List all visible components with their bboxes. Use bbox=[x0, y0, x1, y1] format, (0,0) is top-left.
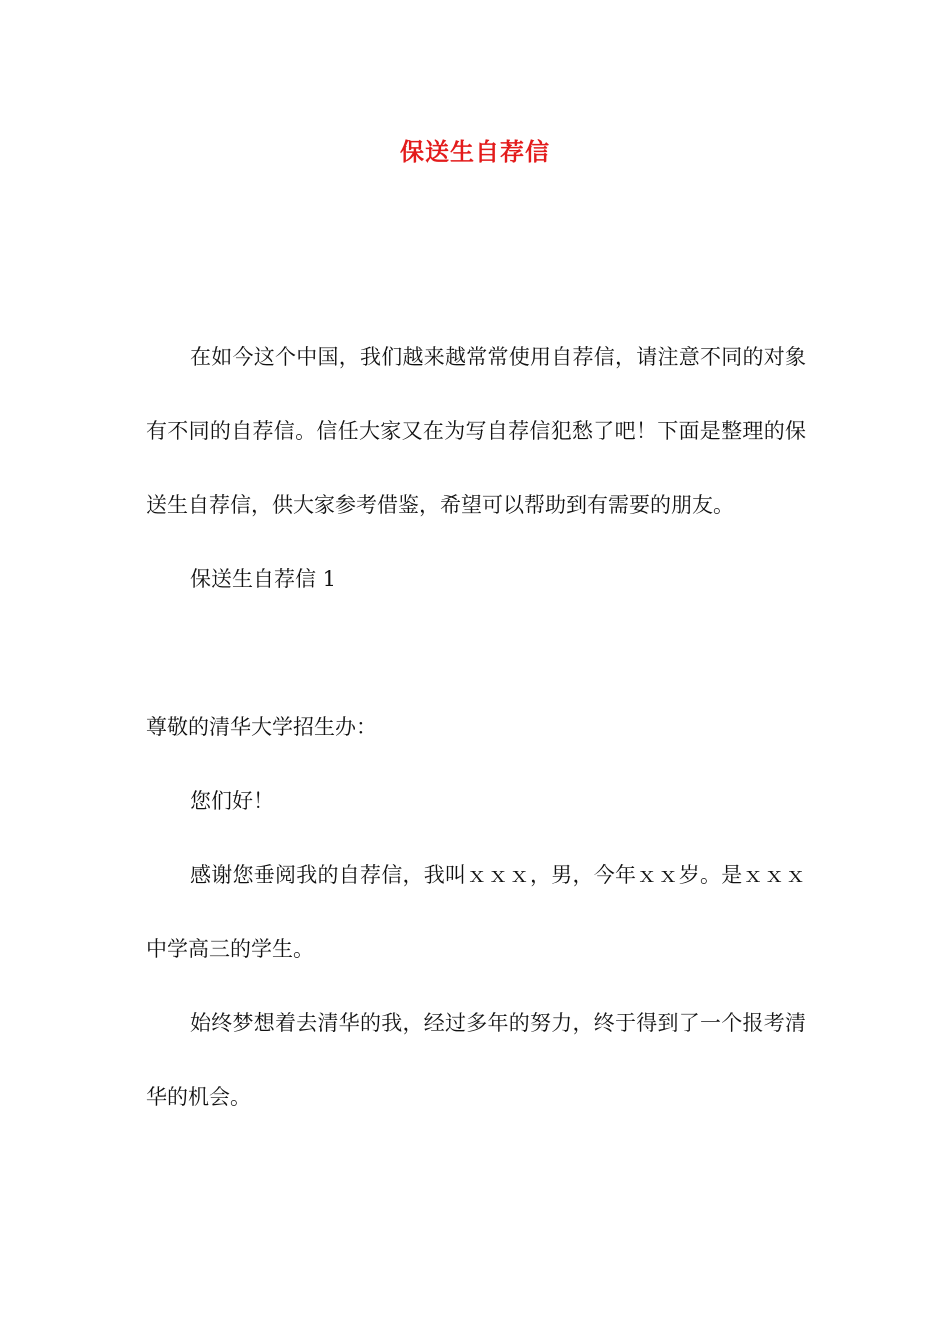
greeting: 您们好！ bbox=[190, 789, 274, 813]
subheading: 保送生自荐信 1 bbox=[190, 567, 337, 591]
document-title: 保送生自荐信 bbox=[400, 137, 550, 166]
document-body bbox=[146, 320, 806, 1134]
blank-line bbox=[146, 616, 806, 690]
intro-paragraph: 在如今这个中国，我们越来越常常使用自荐信，请注意不同的对象有不同的自荐信。信任大家又在为写自荐信犯愁了吧！下面是整理的保送生自荐信，供大家参考借鉴，希望可以帮助到有需要的朋友。 bbox=[146, 345, 806, 517]
paragraph-2: 始终梦想着去清华的我，经过多年的努力，终于得到了一个报考清华的机会。 bbox=[146, 1011, 806, 1109]
salutation: 尊敬的清华大学招生办： bbox=[146, 715, 377, 739]
paragraph-1: 感谢您垂阅我的自荐信，我叫ｘｘｘ，男，今年ｘｘ岁。是ｘｘｘ中学高三的学生。 bbox=[146, 863, 806, 961]
